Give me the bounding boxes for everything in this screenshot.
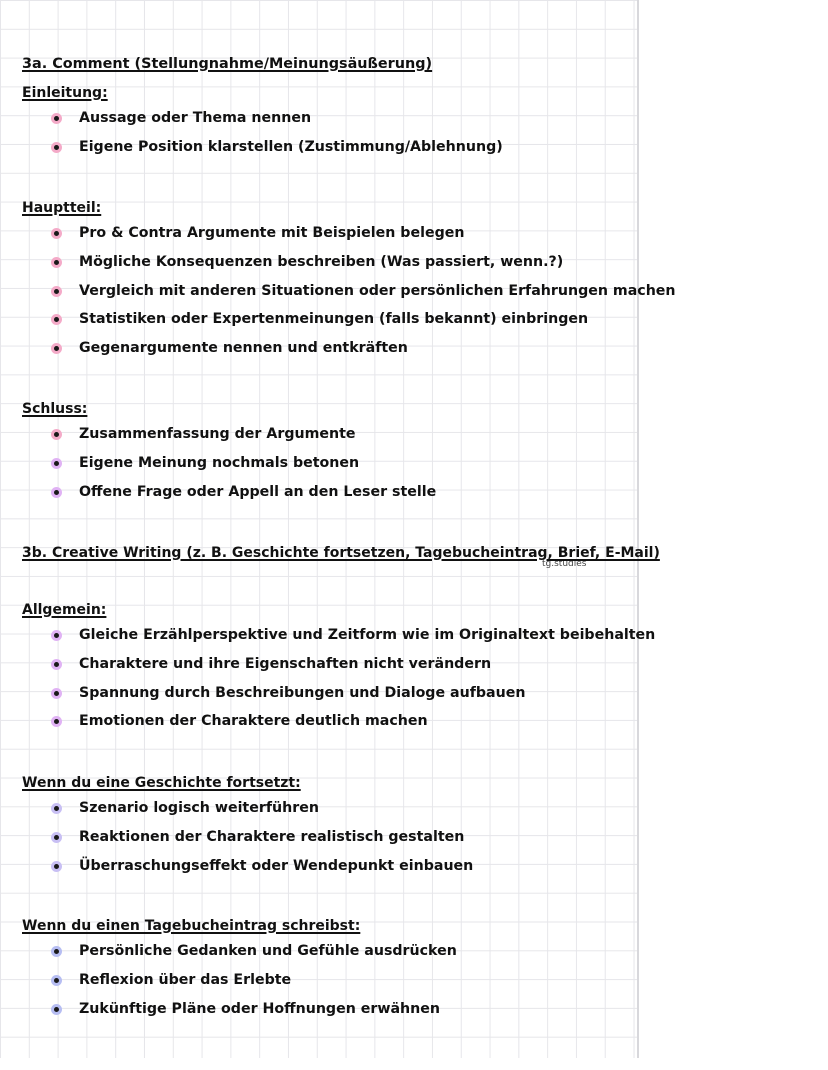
- bullet-icon: [51, 113, 62, 124]
- list-item: Pro & Contra Argumente mit Beispielen belegen: [22, 219, 828, 248]
- bullet-icon: [51, 659, 62, 670]
- schluss-block: [22, 398, 828, 506]
- list-item: Statistiken oder Expertenmeinungen (falls bekannt) einbringen: [22, 305, 828, 334]
- list-item: Zusammenfassung der Argumente: [22, 420, 828, 449]
- bullet-icon: [51, 228, 62, 239]
- geschichte-heading: Wenn du eine Geschichte fortsetzt:: [22, 773, 307, 793]
- tagebuch-heading: Wenn du einen Tagebucheintrag schreibst:: [22, 916, 366, 936]
- bullet-icon: [51, 1004, 62, 1015]
- list-item: Charaktere und ihre Eigenschaften nicht verändern: [22, 650, 828, 679]
- list-item: Gegenargumente nennen und entkräften: [22, 334, 828, 363]
- section-3b-title-block: [22, 542, 828, 563]
- tagebuch-list: [22, 937, 828, 1023]
- list-item: Szenario logisch weiterführen: [22, 794, 828, 823]
- bullet-icon: [51, 975, 62, 986]
- allgemein-heading: Allgemein:: [22, 600, 112, 620]
- list-item: Eigene Position klarstellen (Zustimmung/Ablehnung): [22, 133, 828, 162]
- allgemein-block: [22, 599, 828, 736]
- bullet-icon: [51, 286, 62, 297]
- geschichte-list: [22, 794, 828, 880]
- tagebuch-block: [22, 915, 828, 1023]
- geschichte-block: [22, 772, 828, 880]
- list-item: Überraschungseffekt oder Wendepunkt einbauen: [22, 852, 828, 881]
- schluss-heading: Schluss:: [22, 399, 93, 419]
- bullet-icon: [51, 487, 62, 498]
- bullet-icon: [51, 716, 62, 727]
- allgemein-list: [22, 621, 828, 736]
- bullet-icon: [51, 803, 62, 814]
- bullet-icon: [51, 458, 62, 469]
- bullet-icon: [51, 429, 62, 440]
- hauptteil-list: [22, 219, 828, 363]
- bullet-icon: [51, 688, 62, 699]
- bullet-icon: [51, 257, 62, 268]
- einleitung-block: [22, 82, 828, 162]
- list-item: Reaktionen der Charaktere realistisch gestalten: [22, 823, 828, 852]
- einleitung-heading: Einleitung:: [22, 83, 114, 103]
- bullet-icon: [51, 343, 62, 354]
- bullet-icon: [51, 630, 62, 641]
- bullet-icon: [51, 861, 62, 872]
- list-item: Spannung durch Beschreibungen und Dialoge aufbauen: [22, 679, 828, 708]
- section-3a-title: 3a. Comment (Stellungnahme/Meinungsäußerung): [22, 54, 438, 74]
- list-item: Offene Frage oder Appell an den Leser stelle: [22, 478, 828, 507]
- list-item: Eigene Meinung nochmals betonen: [22, 449, 828, 478]
- bullet-icon: [51, 314, 62, 325]
- section-3b-title: 3b. Creative Writing (z. B. Geschichte fortsetzen, Tagebucheintrag, Brief, E-Mail): [22, 543, 666, 563]
- section-3a-title-block: [22, 53, 828, 74]
- list-item: Mögliche Konsequenzen beschreiben (Was passiert, wenn.?): [22, 248, 828, 277]
- signature: tg.studies: [542, 559, 587, 569]
- list-item: Aussage oder Thema nennen: [22, 104, 828, 133]
- list-item: Reflexion über das Erlebte: [22, 966, 828, 995]
- hauptteil-block: [22, 197, 828, 363]
- list-item: Zukünftige Pläne oder Hoffnungen erwähnen: [22, 995, 828, 1024]
- schluss-list: [22, 420, 828, 506]
- list-item: Vergleich mit anderen Situationen oder persönlichen Erfahrungen machen: [22, 277, 828, 306]
- list-item: Emotionen der Charaktere deutlich machen: [22, 707, 828, 736]
- bullet-icon: [51, 832, 62, 843]
- einleitung-list: [22, 104, 828, 162]
- bullet-icon: [51, 142, 62, 153]
- hauptteil-heading: Hauptteil:: [22, 198, 107, 218]
- bullet-icon: [51, 946, 62, 957]
- list-item: Gleiche Erzählperspektive und Zeitform wie im Originaltext beibehalten: [22, 621, 828, 650]
- list-item: Persönliche Gedanken und Gefühle ausdrücken: [22, 937, 828, 966]
